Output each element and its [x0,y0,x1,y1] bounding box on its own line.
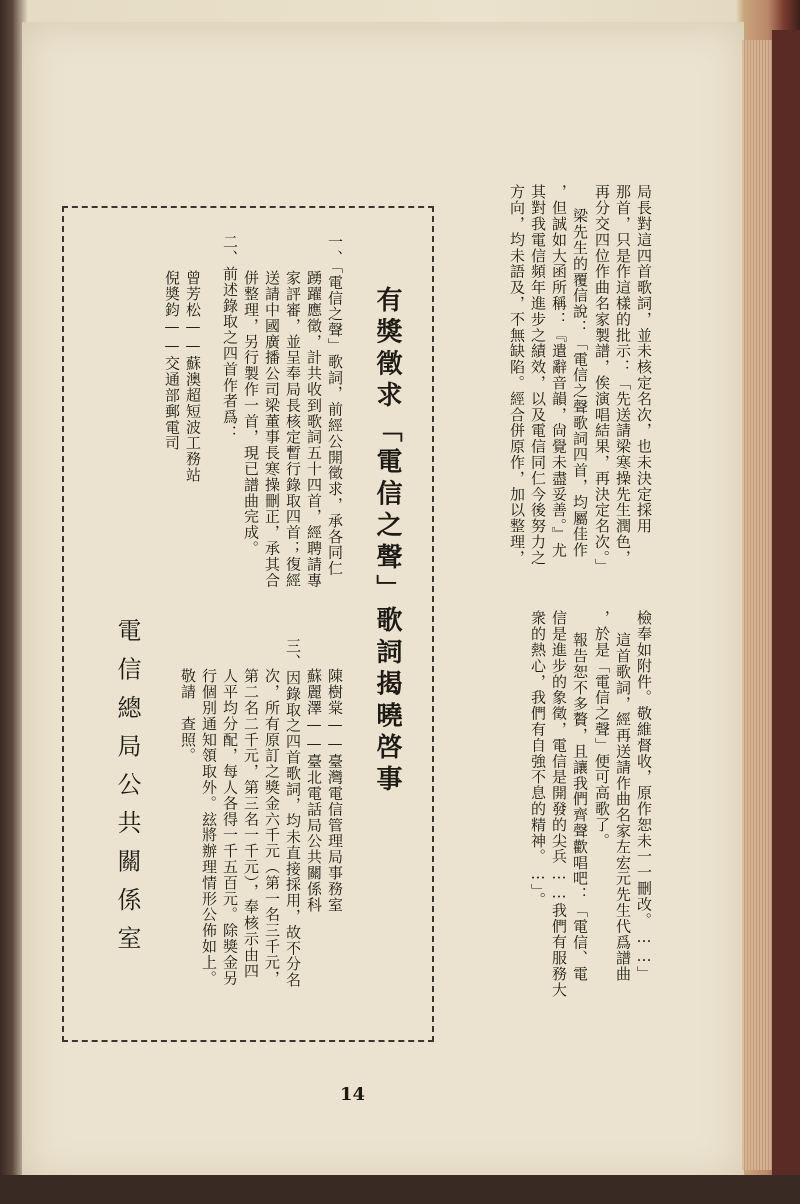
right-bottom-col-4: 報告恕不多贅，且讓我們齊聲歡唱吧：「電信、電 [571,632,589,982]
notice-upper-col-3: 家評審，並呈奉局長核定暫行錄取四首；復經 [284,270,302,588]
notice-title-1: 有獎徵求 [372,286,402,413]
notice-upper-col-2: 踴躍應徵，計共收到歌詞五十四首，經聘請專 [305,270,323,588]
right-top-col-7: 方向，均未語及，不無缺陷。經合併原作，加以整理， [508,184,526,566]
right-bottom-col-1: 檢奉如附件。敬維督收，原作恕未一一刪改。……」 [635,610,653,982]
paper-page [22,22,744,1182]
notice-title-2: 「電信之聲」歌詞揭曉啓事 [372,416,402,797]
notice-upper-col-4: 送請中國廣播公司梁董事長寒操刪正，承其合 [263,270,281,588]
bottom-shadow [0,1175,800,1204]
publisher-signature: 電信總局公共關係室 [113,618,141,964]
page-number: 14 [340,1084,366,1105]
notice-upper-col-8: 倪奬鈞——交通部郵電司 [163,270,181,451]
book-cover-edge [772,30,800,1190]
notice-lower-col-1: 陳樹棠——臺灣電信管理局事務室 [326,668,344,913]
right-bottom-col-2: 這首歌詞，經再送請作曲名家左宏元先生代爲譜曲 [614,632,632,982]
notice-upper-col-7: 曾芳松——蘇澳超短波工務站 [184,270,202,483]
right-top-col-1: 局長對這四首歌詞，並未核定名次，也未決定採用 [635,184,653,534]
right-bottom-col-6: 衆的熱心，我們有自強不息的精神。…」。 [529,610,547,908]
page-stack-edge [742,40,772,1170]
right-top-col-5: ，但誠如大函所稱：『遣辭音韻，尙覺未盡妥善。』尤 [550,184,568,559]
notice-upper-col-6: 二、前述錄取之四首作者爲： [221,234,239,441]
right-bottom-col-3: ，於是「電信之聲」便可高歌了。 [593,610,611,849]
notice-box [62,206,434,1042]
right-top-col-3: 再分交四位作曲名家製譜，俟演唱結果，再決定名次。」 [593,184,611,574]
notice-upper-col-1: 一、「電信之聲」歌詞，前經公開徵求，承各同仁 [326,234,344,577]
notice-lower-col-8: 敬請 查照。 [179,668,197,764]
right-top-col-4: 梁先生的覆信說：「電信之聲歌詞四首，均屬佳作 [571,208,589,558]
notice-lower-col-3: 三、因錄取之四首歌詞，均未直接採用，故不分名 [284,638,302,988]
notice-upper-col-5: 併整理，另行製作一首，現已譜曲完成。 [242,270,260,557]
notice-lower-col-5: 第二名二千元，第三名一千元），奉核示由四 [242,668,260,979]
right-top-col-2: 那首，只是作這樣的批示：「先送請梁寒操先生潤色， [614,184,632,566]
notice-lower-col-7: 行個別通知領取外。玆將辦理情形公佈如上。 [200,668,218,986]
notice-lower-col-2: 蘇麗澤——臺北電話局公共關係科 [305,668,323,913]
notice-lower-col-6: 人平均分配，每人各得一千五百元。除獎金另 [221,668,239,986]
notice-lower-col-4: 次，所有原訂之獎金六千元（第一名三千元， [263,668,281,986]
right-bottom-col-5: 信是進步的象徵，電信是開發的尖兵……我們有服務大 [550,610,568,998]
right-top-col-6: 其對我電信頻年進步之績效，以及電信同仁今後努力之 [529,184,547,566]
